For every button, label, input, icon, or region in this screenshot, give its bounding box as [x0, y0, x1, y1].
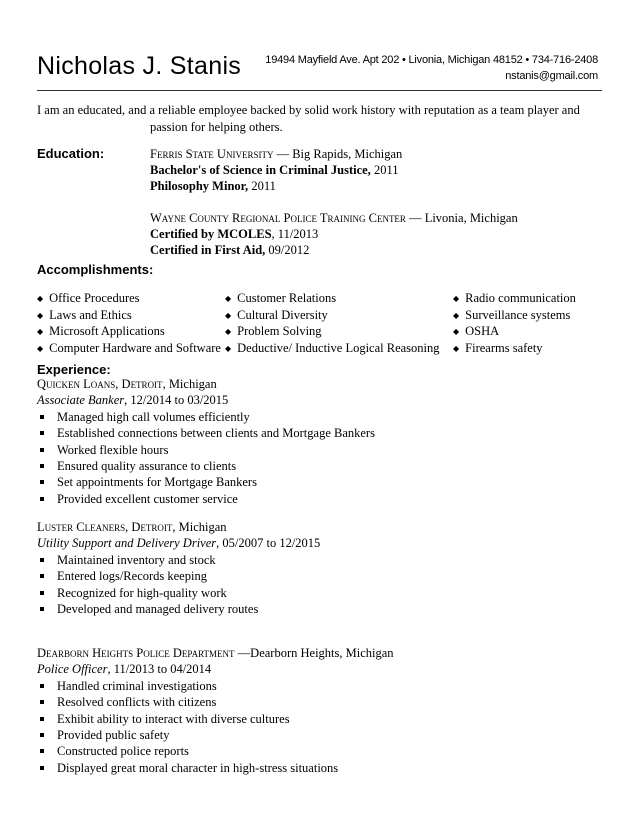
school-2-name: Wayne County Regional Police Training Center: [150, 211, 406, 225]
degree-year: 2011: [370, 163, 399, 177]
accomplishment-item: ◆ Cultural Diversity: [225, 308, 440, 325]
job-duties: [37, 552, 597, 618]
accomplishment-item: ◆ Problem Solving: [225, 324, 440, 341]
duty-item: Entered logs/Records keeping: [37, 568, 597, 584]
accomplishment-item: ◆ Deductive/ Inductive Logical Reasoning: [225, 341, 440, 358]
minor-line: [150, 178, 600, 194]
cert-2-line: [150, 242, 600, 258]
cert-2-date: 09/2012: [265, 243, 310, 257]
accomplishment-item: ◆ Laws and Ethics: [37, 308, 221, 325]
degree: Bachelor's of Science in Criminal Justice,: [150, 163, 371, 177]
duty-item: Recognized for high-quality work: [37, 585, 597, 601]
job-location: —Dearborn Heights, Michigan: [234, 646, 394, 660]
cert-1-line: [150, 226, 600, 242]
email: nstanis@gmail.com: [505, 70, 598, 82]
job-employer: Luster Cleaners, Detroit: [37, 520, 173, 534]
job-employer-line: [37, 645, 597, 661]
accomplishment-item: ◆ Firearms safety: [453, 341, 576, 358]
duty-item: Constructed police reports: [37, 743, 597, 759]
job-1: [37, 376, 597, 507]
summary-line-1: I am an educated, and a reliable employee backed by solid work history with reputation as a team player and: [37, 103, 580, 117]
job-dates: , 11/2013 to 04/2014: [107, 662, 212, 677]
duty-item: Provided excellent customer service: [37, 491, 597, 507]
job-title: Utility Support and Delivery Driver: [37, 536, 217, 551]
address-phone: 19494 Mayfield Ave. Apt 202 • Livonia, Michigan 48152 • 734-716-2408: [265, 54, 598, 66]
cert-1: Certified by MCOLES: [150, 227, 272, 241]
accomplishment-item: ◆ Customer Relations: [225, 291, 440, 308]
school-2-line: [150, 210, 600, 226]
duty-item: Developed and managed delivery routes: [37, 601, 597, 617]
job-dates: , 12/2014 to 03/2015: [124, 393, 229, 408]
degree-line: [150, 162, 600, 178]
accomplishment-item: ◆ Computer Hardware and Software: [37, 341, 221, 358]
school-1-name: Ferris State University: [150, 147, 274, 161]
job-employer-line: [37, 519, 597, 535]
contact-info: [265, 52, 598, 84]
duty-item: Maintained inventory and stock: [37, 552, 597, 568]
minor: Philosophy Minor,: [150, 179, 249, 193]
job-title-line: [37, 535, 597, 551]
job-title: Police Officer: [37, 662, 108, 677]
duty-item: Exhibit ability to interact with diverse cultures: [37, 711, 597, 727]
experience-heading: Experience:: [37, 362, 111, 377]
job-location: , Michigan: [172, 520, 227, 534]
accomplishment-item: ◆ Radio communication: [453, 291, 576, 308]
accomplishment-item: ◆ OSHA: [453, 324, 576, 341]
accomplishment-item: ◆ Surveillance systems: [453, 308, 576, 325]
accomplishment-item: ◆ Office Procedures: [37, 291, 221, 308]
job-duties: [37, 409, 597, 507]
accomplishments-col-3: [453, 291, 576, 357]
school-2-location: — Livonia, Michigan: [405, 211, 518, 225]
summary-line-2: passion for helping others.: [150, 120, 283, 134]
duty-item: Managed high call volumes efficiently: [37, 409, 597, 425]
job-employer-line: [37, 376, 597, 392]
duty-item: Worked flexible hours: [37, 442, 597, 458]
cert-1-date: , 11/2013: [271, 227, 319, 241]
job-3: [37, 645, 597, 776]
job-title-line: [37, 392, 597, 408]
accomplishments-col-1: [37, 291, 221, 357]
job-employer: Dearborn Heights Police Department: [37, 646, 235, 660]
summary: [37, 102, 602, 136]
duty-item: Ensured quality assurance to clients: [37, 458, 597, 474]
education-heading: Education:: [37, 146, 105, 161]
accomplishments-heading: Accomplishments:: [37, 262, 154, 277]
duty-item: Established connections between clients and Mortgage Bankers: [37, 425, 597, 441]
job-duties: [37, 678, 597, 776]
school-1-location: — Big Rapids, Michigan: [273, 147, 403, 161]
duty-item: Displayed great moral character in high-stress situations: [37, 760, 597, 776]
cert-2: Certified in First Aid,: [150, 243, 266, 257]
job-title: Associate Banker: [37, 393, 125, 408]
accomplishments-col-2: [225, 291, 440, 357]
duty-item: Provided public safety: [37, 727, 597, 743]
minor-year: 2011: [248, 179, 276, 193]
job-title-line: [37, 661, 597, 677]
header-divider: [37, 90, 602, 91]
duty-item: Set appointments for Mortgage Bankers: [37, 474, 597, 490]
job-employer: Quicken Loans, Detroit: [37, 377, 163, 391]
applicant-name: Nicholas J. Stanis: [37, 52, 242, 80]
education-section: [150, 146, 600, 258]
duty-item: Handled criminal investigations: [37, 678, 597, 694]
job-2: [37, 519, 597, 617]
duty-item: Resolved conflicts with citizens: [37, 694, 597, 710]
school-1-line: [150, 146, 600, 162]
job-dates: , 05/2007 to 12/2015: [216, 536, 321, 551]
accomplishment-item: ◆ Microsoft Applications: [37, 324, 221, 341]
job-location: , Michigan: [162, 377, 217, 391]
